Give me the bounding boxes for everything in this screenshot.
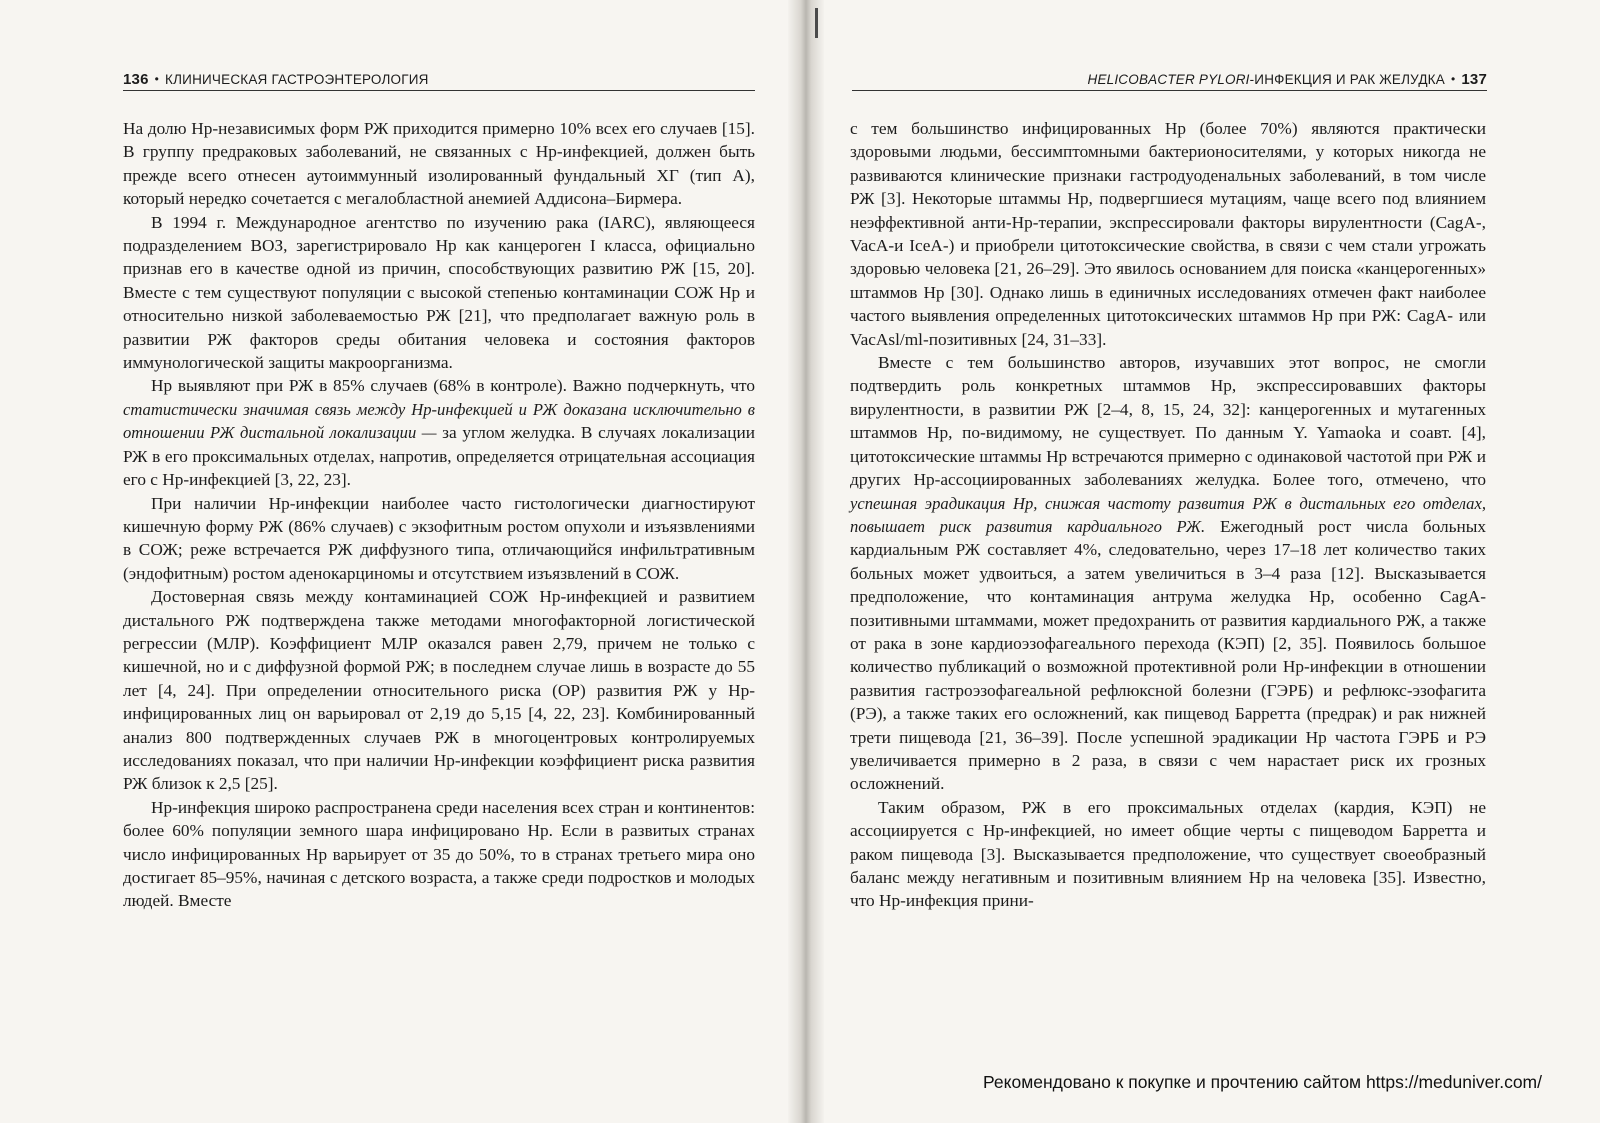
body-paragraph [123,796,755,913]
paragraph-text: Таким образом, РЖ в его проксимальных отделах (кардия, КЭП) не ассоциируется с Нр-инфекцией, но имеет общие черты с пищеводом Барретта и раком пищевода [3]. Высказывается предположение, что существует своеобразный баланс между негативным и позитивным влиянием Нр на человека [35]. Известно, что Нр-инфекция прини- [850,797,1486,911]
paragraph-text: На долю Нр-независимых форм РЖ приходится примерно 10% всех его случаев [15]. В группу предраковых заболеваний, не связанных с Нр-инфекцией, должен быть прежде всего отнесен аутоиммунный изолированный фундальный ХГ (тип А), который нередко сочетается с мегалобластной анемией Аддисона–Бирмера. [123,119,755,209]
right-header-title [1088,72,1445,87]
right-header-title-italic: HELICOBACTER PYLORI [1087,71,1250,87]
body-paragraph [850,117,1486,351]
paragraph-text: При наличии Нр-инфекции наиболее часто гистологически диагностируют кишечную форму РЖ (86% случаев) с экзофитным ростом опухоли и изъязвлениями в СОЖ; реже встречается РЖ диффузного типа, отличающийся инфильтративным (эндофитным) ростом аденокарциномы и отсутствием изъязвлений в СОЖ. [123,493,755,583]
header-bullet: • [154,72,160,86]
left-page-number: 136 [123,70,149,88]
watermark-text: Рекомендовано к покупке и прочтению сайтом https://meduniver.com/ [983,1072,1542,1092]
paragraph-text: В 1994 г. Международное агентство по изучению рака (IARC), являющееся подразделением ВОЗ, зарегистрировало Нр как канцероген I класса, официально признав его в качестве одной из причин, способствующих развитию РЖ [15, 20]. Вместе с тем существуют популяции с высокой степенью контаминации СОЖ Нр и относительно низкой заболеваемостью РЖ [21], что предполагает важную роль в развитии РЖ факторов среды обитания человека и состояния факторов иммунологической защиты макроорганизма. [123,212,755,373]
body-paragraph [850,351,1486,796]
bookmark-mark [815,8,818,38]
left-text-column [123,117,755,913]
emphasized-text: статистически значимая связь между Нр-инфекцией и РЖ доказана исключительно в отношении РЖ дистальной локализации — [123,399,755,443]
left-header-title: КЛИНИЧЕСКАЯ ГАСТРОЭНТЕРОЛОГИЯ [165,71,429,87]
paragraph-text: с тем большинство инфицированных Нр (более 70%) являются практически здоровыми людьми, бессимптомными бактерионосителями, у которых никогда не развиваются клинические признаки гастродуоденальных заболеваний, в том числе РЖ [3]. Некоторые штаммы Нр, подвергшиеся мутациям, чаще всего под влиянием неэффективной анти-Нр-терапии, экспрессировали факторы вирулентности (CagA-, VacA-и IceA-) и приобрели цитотоксические свойства, в связи с чем стали угрожать здоровью человека [21, 26–29]. Это явилось основанием для поиска «канцерогенных» штаммов Нр [30]. Однако лишь в единичных исследованиях отмечен факт наиболее частого выявления определенных цитотоксических штаммов Нр при РЖ: CagA- или VacAsl/ml-позитивных [24, 31–33]. [850,119,1486,349]
right-page-number: 137 [1461,70,1487,88]
body-paragraph [850,796,1486,913]
right-header-rule [852,90,1487,91]
body-paragraph [123,374,755,491]
body-paragraph [123,492,755,586]
body-paragraph [123,585,755,796]
paragraph-text: Ежегодный рост числа больных кардиальным РЖ составляет 4%, следовательно, через 17–18 лет количество таких больных может удвоиться, а затем увеличиться в 3–4 раза [12]. Высказывается предположение, что контаминация антрума желудка Нр, особенно CagA-позитивными штаммами, может предохранить от развития кардиального РЖ, а также от рака в зоне кардиоэзофагеального перехода (КЭП) [2, 35]. Появилось большое количество публикаций о возможной протективной роли Нр-инфекции в отношении развития гастроэзофагеальной рефлюксной болезни (ГЭРБ) и рефлюкс-эзофагита (РЭ), а также таких его осложнений, как пищевод Барретта (предрак) и рак нижней трети пищевода [21, 36–39]. После успешной эрадикации Нр частота ГЭРБ и РЭ увеличивается примерно в 2 раза, в связи с чем нарастает риск их грозных осложнений. [850,516,1486,794]
header-bullet: • [1450,72,1456,86]
paragraph-text: Нр выявляют при РЖ в 85% случаев (68% в контроле). Важно подчеркнуть, что [151,376,755,396]
left-running-header [123,70,429,88]
body-paragraph [123,117,755,211]
right-text-column [850,117,1486,913]
paragraph-text: Достоверная связь между контаминацией СОЖ Нр-инфекцией и развитием дистального РЖ подтверждена также методами многофакторной логистической регрессии (МЛР). Коэффициент МЛР оказался равен 2,79, причем не только с кишечной, но и с диффузной формой РЖ; в последнем случае лишь в возрасте до 55 лет [4, 24]. При определении относительного риска (ОР) развития РЖ у Нр-инфицированных лиц он варьировал от 2,19 до 5,15 [4, 22, 23]. Комбинированный анализ 800 подтвержденных случаев РЖ в многоцентровых контролируемых исследованиях показал, что при наличии Нр-инфекции коэффициент риска развития РЖ близок к 2,5 [25]. [123,587,755,794]
right-running-header [1088,70,1488,88]
book-gutter [788,0,824,1123]
paragraph-text: за углом желудка. В случаях локализации РЖ в его проксимальных отделах, напротив, определяется отрицательная ассоциация его с Нр-инфекцией [3, 22, 23]. [123,423,755,490]
right-header-title-rest: -ИНФЕКЦИЯ И РАК ЖЕЛУДКА [1249,71,1445,87]
paragraph-text: Вместе с тем большинство авторов, изучавших этот вопрос, не смогли подтвердить роль конкретных штаммов Нр, экспрессировавших факторы вирулентности, в развитии РЖ [2–4, 8, 15, 24, 32]: канцерогенных и мутагенных штаммов Нр, по-видимому, не существует. По данным Y. Yamaoka и соавт. [4], цитотоксические штаммы Нр встречаются примерно с одинаковой частотой при РЖ и других Нр-ассоциированных заболеваниях желудка. Более того, отмечено, что [850,353,1486,490]
left-header-rule [123,90,755,91]
paragraph-text: Нр-инфекция широко распространена среди населения всех стран и континентов: более 60% популяции земного шара инфицировано Нр. Если в развитых странах число инфицированных Нр варьирует от 35 до 50%, то в странах третьего мира оно достигает 85–95%, начиная с детского возраста, а также среди подростков и молодых людей. Вместе [123,797,755,911]
emphasized-text: успешная эрадикация Нр, снижая частоту развития РЖ в дистальных его отделах, повышает риск развития кардиального РЖ. [850,493,1486,536]
body-paragraph [123,211,755,375]
